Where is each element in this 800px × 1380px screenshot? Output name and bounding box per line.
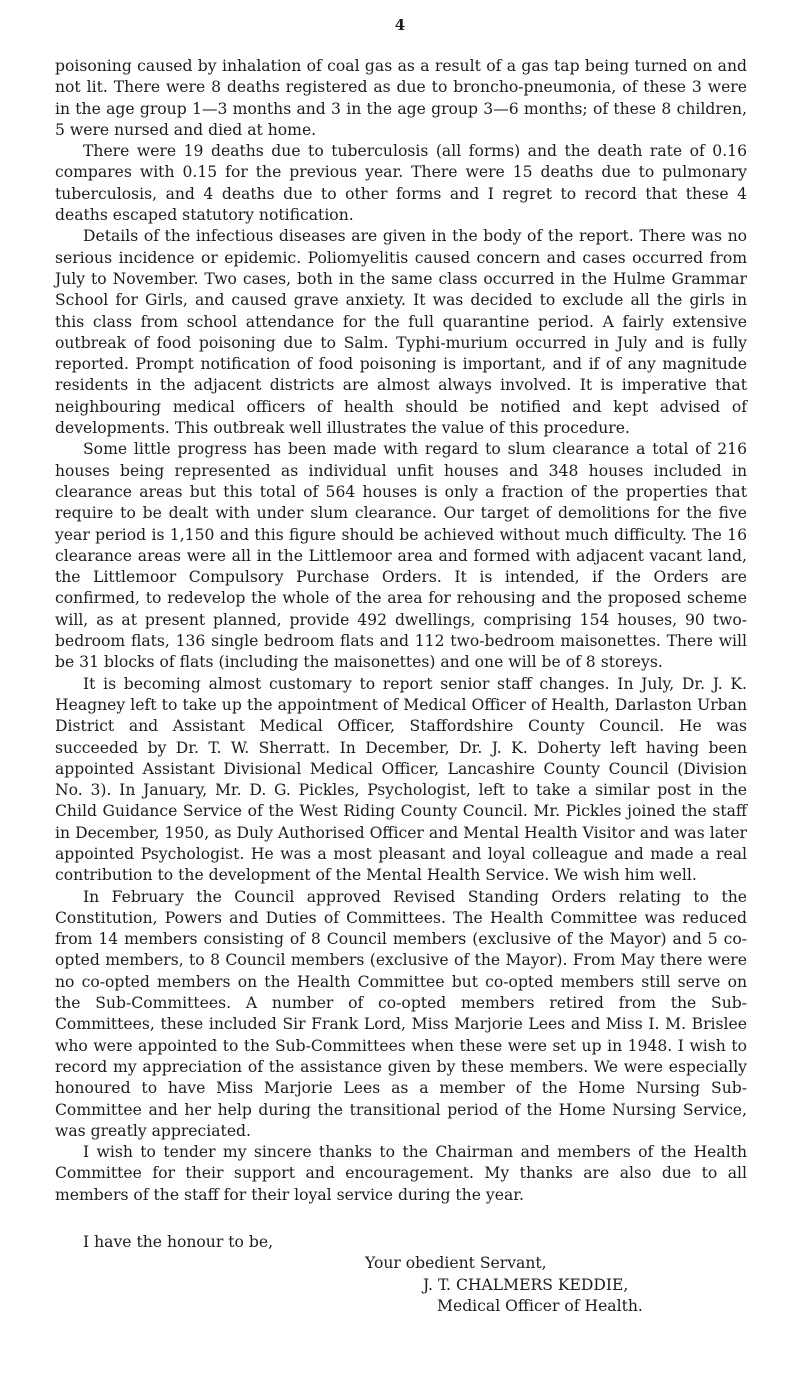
signoff-closing: I have the honour to be, [83,1233,274,1251]
signoff-name: J. T. CHALMERS KEDDIE, [423,1275,629,1294]
signoff-title: Medical Officer of Health. [437,1296,643,1315]
paragraph-staff-changes: It is becoming almost customary to report senior staff changes. In July, Dr. J. K. Heagney left to take up the appointment of Medical Officer of Health, Darlaston Urban District and Assistant Medical Officer, Staffordshire County Council. He was succeeded by Dr. T. W. Sherratt. In December, Dr. J. K. Doherty left having been appointed Assistant Divisional Medical Officer, Lancashire County Council (Division No. 3). In January, Mr. D. G. Pickles, Psychologist, left to take a similar post in the Child Guidance Service of the West Riding County Council. Mr. Pickles joined the staff in December, 1950, as Duly Authorised Officer and Mental Health Visitor and was later appointed Psychologist. He was a most pleasant and loyal colleague and made a real contribution to the development of the Mental Health Service. We wish him well. [55,674,747,885]
paragraph-infant-deaths: poisoning caused by inhalation of coal gas as a result of a gas tap being turned on and not lit. There were 8 deaths registered as due to broncho-pneumonia, of these 3 were in the age group 1—3 months and 3 in the age group 3—6 months; of these 8 children, 5 were nursed and died at home. [55,57,747,139]
paragraph-slum-clearance: Some little progress has been made with regard to slum clearance a total of 216 houses being represented as individual unfit houses and 348 houses included in clearance areas but this total of 564 houses is only a fraction of the properties that require to be dealt with under slum clearance. Our target of demolitions for the five year period is 1,150 and this figure should be achieved without much difficulty. The 16 clearance areas were all in the Littlemoor area and formed with adjacent vacant land, the Littlemoor Compulsory Purchase Orders. It is intended, if the Orders are confirmed, to redevelop the whole of the area for rehousing and the proposed scheme will, as at present planned, provide 492 dwellings, comprising 154 houses, 90 two-bedroom flats, 136 single bedroom flats and 112 two-bedroom maisonettes. There will be 31 blocks of flats (including the maisonettes) and one will be of 8 storeys. [55,440,747,672]
page-number: 4 [394,16,406,34]
paragraph-tuberculosis: There were 19 deaths due to tuberculosis (all forms) and the death rate of 0.16 compares with 0.15 for the previous year. There were 15 deaths due to pulmonary tuberculosis, and 4 deaths due to other forms and I regret to record that these 4 deaths escaped statutory notification. [55,142,747,225]
signoff-block [55,1232,747,1317]
paragraph-thanks: I wish to tender my sincere thanks to the Chairman and members of the Health Committee for their support and encouragement. My thanks are also due to all members of the staff for their loyal service during the year. [55,1143,747,1204]
paragraph-infectious-diseases: Details of the infectious diseases are given in the body of the report. There was no serious incidence or epidemic. Poliomyelitis caused concern and cases occurred from July to November. Two cases, both in the same class occurred in the Hulme Grammar School for Girls, and caused grave anxiety. It was decided to exclude all the girls in this class from school attendance for the full quarantine period. A fairly extensive outbreak of food poisoning due to Salm. Typhi-murium occurred in July and is fully reported. Prompt notification of food poisoning is important, and if of any magnitude residents in the adjacent districts are almost always involved. It is imperative that neighbouring medical officers of health should be notified and kept advised of developments. This outbreak well illustrates the value of this procedure. [55,227,747,438]
report-body [55,56,747,1206]
paragraph-standing-orders: In February the Council approved Revised Standing Orders relating to the Constitution, Powers and Duties of Committees. The Health Committee was reduced from 14 members consisting of 8 Council members (exclusive of the Mayor) and 5 co-opted members, to 8 Council members (exclusive of the Mayor). From May there were no co-opted members on the Health Committee but co-opted members still serve on the Sub-Committees. A number of co-opted members retired from the Sub-Committees, these included Sir Frank Lord, Miss Marjorie Lees and Miss I. M. Brislee who were appointed to the Sub-Committees when these were set up in 1948. I wish to record my appreciation of the assistance given by these members. We were especially honoured to have Miss Marjorie Lees as a member of the Home Nursing Sub-Committee and her help during the transitional period of the Home Nursing Service, was greatly appreciated. [55,887,747,1140]
signoff-salutation: Your obedient Servant, [365,1254,547,1273]
